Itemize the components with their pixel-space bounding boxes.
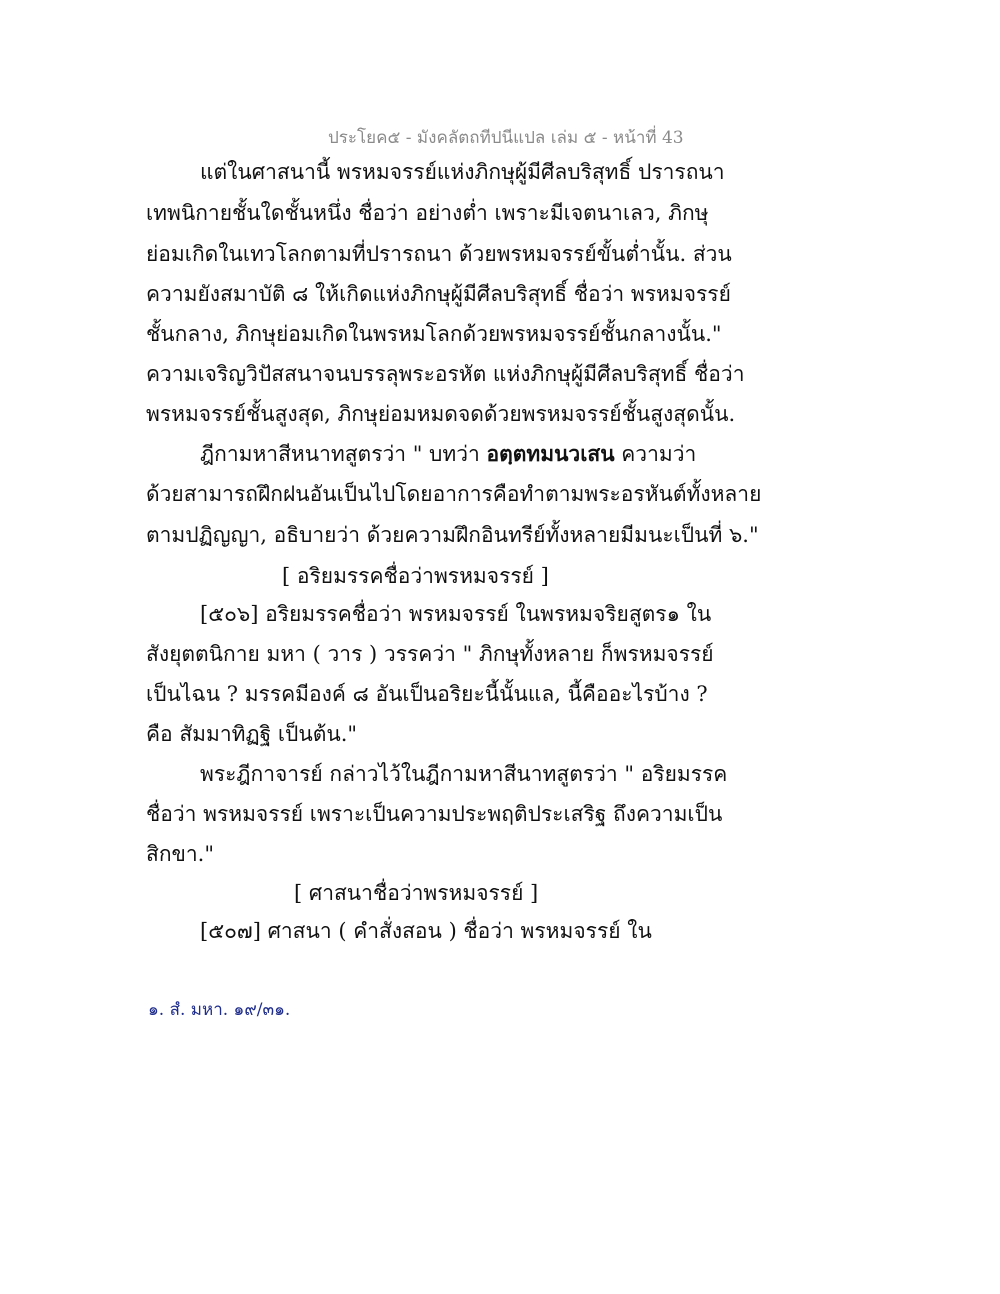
body-line-6: ความเจริญวิปัสสนาจนบรรลุพระอรหัต แห่งภิกษุผู้มีศีลบริสุทธิ์ ชื่อว่า — [146, 362, 745, 386]
body-line-5: ชั้นกลาง, ภิกษุย่อมเกิดในพรหมโลกด้วยพรหมจรรย์ชั้นกลางนั้น." — [146, 322, 722, 346]
footnote: ๑. สํ. มหา. ๑๙/๓๑. — [148, 1000, 291, 1020]
body-line-2: เทพนิกายชั้นใดชั้นหนึ่ง ชื่อว่า อย่างต่ำ เพราะมีเจตนาเลว, ภิกษุ — [146, 201, 709, 225]
section1-line-3: เป็นไฉน ? มรรคมีองค์ ๘ อันเป็นอริยะนี้นั้นแล, นี้คืออะไรบ้าง ? — [146, 682, 708, 706]
section1-line-2: สังยุตตนิกาย มหา ( วาร ) วรรคว่า " ภิกษุทั้งหลาย ก็พรหมจรรย์ — [146, 642, 714, 666]
section2-line-1: [๕๐๗] ศาสนา ( คำสั่งสอน ) ชื่อว่า พรหมจรรย์ ใน — [200, 919, 652, 943]
para2-first-line — [200, 440, 696, 468]
section-heading-sasana: [ ศาสนาชื่อว่าพรหมจรรย์ ] — [294, 881, 539, 905]
body-line-7: พรหมจรรย์ชั้นสูงสุด, ภิกษุย่อมหมดจดด้วยพรหมจรรย์ชั้นสูงสุดนั้น. — [146, 402, 736, 426]
body-line-4: ความยังสมาบัติ ๘ ให้เกิดแห่งภิกษุผู้มีศีลบริสุทธิ์ ชื่อว่า พรหมจรรย์ — [146, 282, 731, 306]
body-line-1: แต่ในศาสนานี้ พรหมจรรย์แห่งภิกษุผู้มีศีลบริสุทธิ์ ปรารถนา — [200, 160, 725, 184]
section1-line-4: คือ สัมมาทิฏฐิ เป็นต้น." — [146, 722, 358, 746]
para2-suffix: ความว่า — [614, 442, 697, 466]
running-header: ประโยค๕ - มังคลัตถทีปนีแปล เล่ม ๕ - หน้าที่ 43 — [328, 128, 684, 148]
section1-line-1: [๕๐๖] อริยมรรคชื่อว่า พรหมจรรย์ ในพรหมจริยสูตร๑ ใน — [200, 602, 712, 626]
section-heading-ariyamagga: [ อริยมรรคชื่อว่าพรหมจรรย์ ] — [282, 564, 549, 588]
section1-line-5: พระฎีกาจารย์ กล่าวไว้ในฎีกามหาสีนาทสูตรว่า " อริยมรรค — [200, 762, 728, 786]
para2-prefix: ฎีกามหาสีหนาทสูตรว่า " บทว่า — [200, 442, 487, 466]
section1-line-6: ชื่อว่า พรหมจรรย์ เพราะเป็นความประพฤติประเสริฐ ถึงความเป็น — [146, 802, 723, 826]
para2-bold-term: อตฺตทมนวเสน — [486, 441, 615, 466]
section1-line-7: สิกขา." — [146, 842, 215, 866]
body-line-3: ย่อมเกิดในเทวโลกตามที่ปรารถนา ด้วยพรหมจรรย์ขั้นต่ำนั้น. ส่วน — [146, 242, 732, 266]
para2-line-3: ตามปฏิญญา, อธิบายว่า ด้วยความฝึกอินทรีย์ทั้งหลายมีมนะเป็นที่ ๖." — [146, 523, 759, 547]
para2-line-2: ด้วยสามารถฝึกฝนอันเป็นไปโดยอาการคือทำตามพระอรหันต์ทั้งหลาย — [146, 482, 762, 506]
